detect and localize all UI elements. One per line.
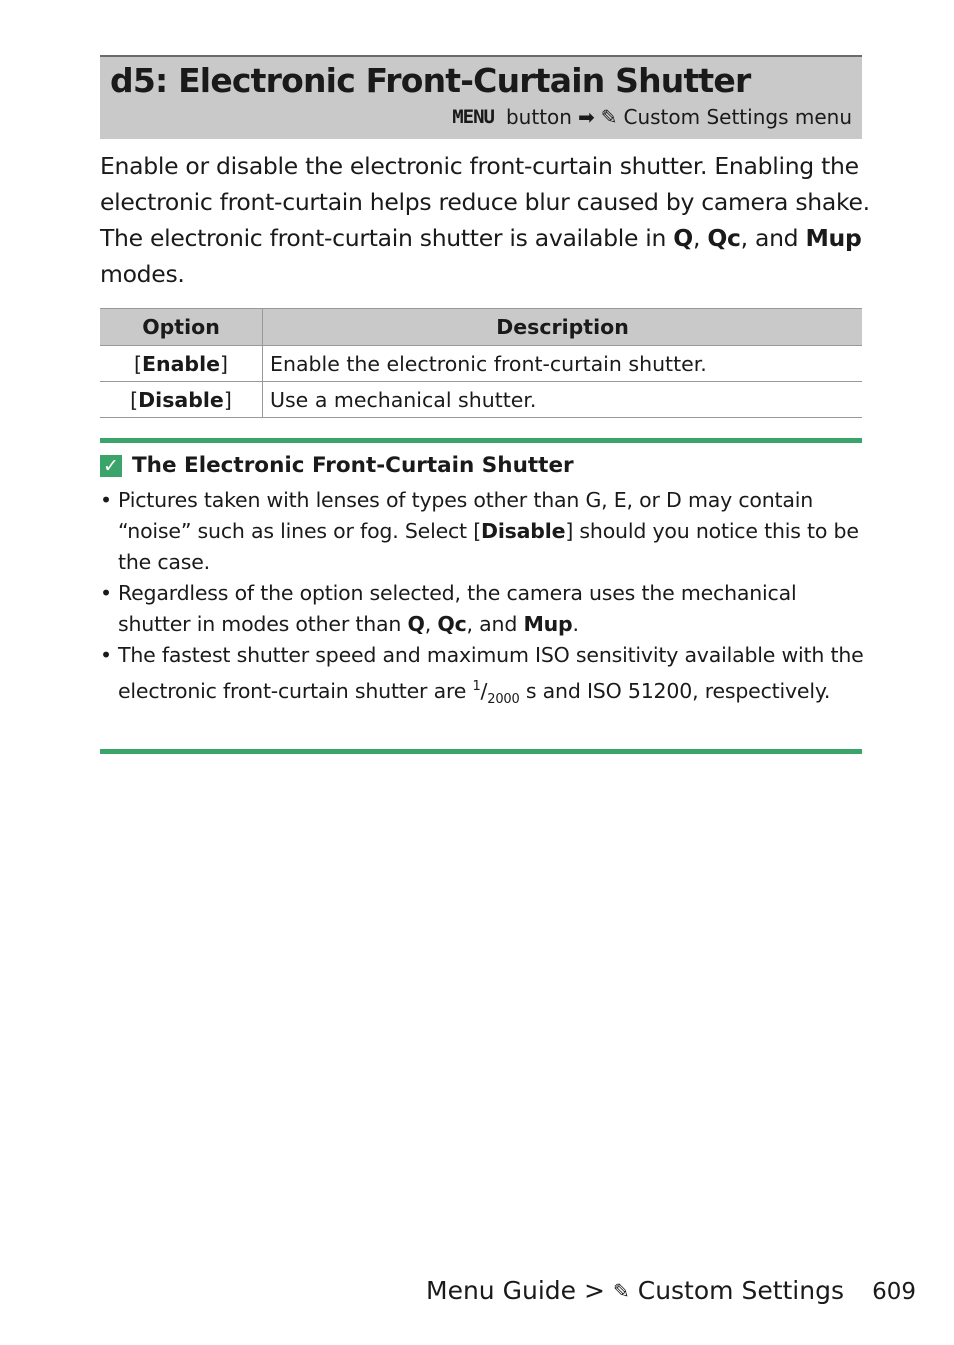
options-table: [100, 308, 862, 418]
intro-sep: , and: [740, 224, 806, 252]
note-heading: [100, 453, 574, 478]
description-cell: Enable the electronic front-curtain shutter.: [263, 346, 863, 382]
bullet-text: Regardless of the option selected, the camera uses the mechanical shutter in modes other than: [118, 581, 797, 636]
mode-qc: Qc: [707, 224, 741, 252]
mode-q: Q: [673, 224, 693, 252]
page-header: [100, 55, 862, 139]
option-name: Enable: [141, 351, 221, 376]
bullet-text: s and ISO 51200, respectively.: [519, 678, 831, 703]
mode-q: Q: [407, 612, 425, 636]
option-cell: [Enable]: [100, 346, 263, 382]
page-title: d5: Electronic Front-Curtain Shutter: [110, 61, 751, 100]
header-description: Description: [263, 309, 863, 346]
option-name: Disable: [138, 387, 224, 412]
bullet-text: Pictures taken with lenses of types other than G, E, or D may contain “noise” such as lines or fog. Select [: [118, 488, 814, 543]
table-header-row: [100, 309, 862, 346]
footer-breadcrumb: [426, 1276, 844, 1305]
fraction-denominator: 2000: [487, 691, 520, 707]
pencil-icon: ✎: [612, 1278, 630, 1303]
checkmark-icon: ✓: [100, 455, 122, 477]
bullet-sep: , and: [466, 612, 524, 636]
note-box: [100, 438, 862, 754]
bullet-text: ] should you notice this to be the case.: [118, 519, 859, 574]
table-row: [100, 382, 862, 418]
footer-sep: >: [584, 1276, 605, 1305]
intro-paragraph: [100, 148, 875, 292]
menu-button-icon: MENU: [452, 106, 494, 128]
bullet: •: [100, 643, 112, 667]
intro-text: Enable or disable the electronic front-curtain shutter. Enabling the electronic front-curtain helps reduce blur caused by camera shake. The electronic front-curtain shutter is available in: [100, 152, 870, 252]
list-item: [100, 640, 870, 715]
mode-mup: Mup: [523, 612, 573, 636]
mode-mup: Mup: [805, 224, 862, 252]
footer-section: Custom Settings: [637, 1276, 844, 1305]
option-cell: [Disable]: [100, 382, 263, 418]
page-number: 609: [872, 1279, 916, 1305]
header-option: Option: [100, 309, 263, 346]
list-item: [100, 485, 870, 578]
table-row: [100, 346, 862, 382]
note-title: The Electronic Front-Curtain Shutter: [132, 453, 574, 478]
intro-sep: ,: [692, 224, 708, 252]
bullet: •: [100, 581, 112, 605]
bullet: •: [100, 488, 112, 512]
footer-guide: Menu Guide: [426, 1276, 577, 1305]
menu-section-label: Custom Settings menu: [623, 105, 852, 129]
fraction-numerator: 1: [472, 679, 481, 694]
description-cell: Use a mechanical shutter.: [263, 382, 863, 418]
menu-path: [452, 105, 852, 129]
pencil-icon: ✎: [600, 105, 618, 129]
note-list: [100, 485, 870, 715]
bullet-text: .: [572, 612, 579, 636]
fraction-slash: /: [480, 678, 488, 703]
arrow-right-icon: ➡: [577, 105, 595, 129]
mode-qc: Qc: [437, 612, 467, 636]
bullet-bold: Disable: [481, 519, 566, 543]
list-item: [100, 578, 870, 640]
intro-text-end: modes.: [100, 260, 185, 288]
button-label: button: [505, 105, 572, 129]
bullet-sep: ,: [424, 612, 438, 636]
bullet-text: The fastest shutter speed and maximum ISO sensitivity available with the electronic front-curtain shutter are: [118, 643, 864, 703]
